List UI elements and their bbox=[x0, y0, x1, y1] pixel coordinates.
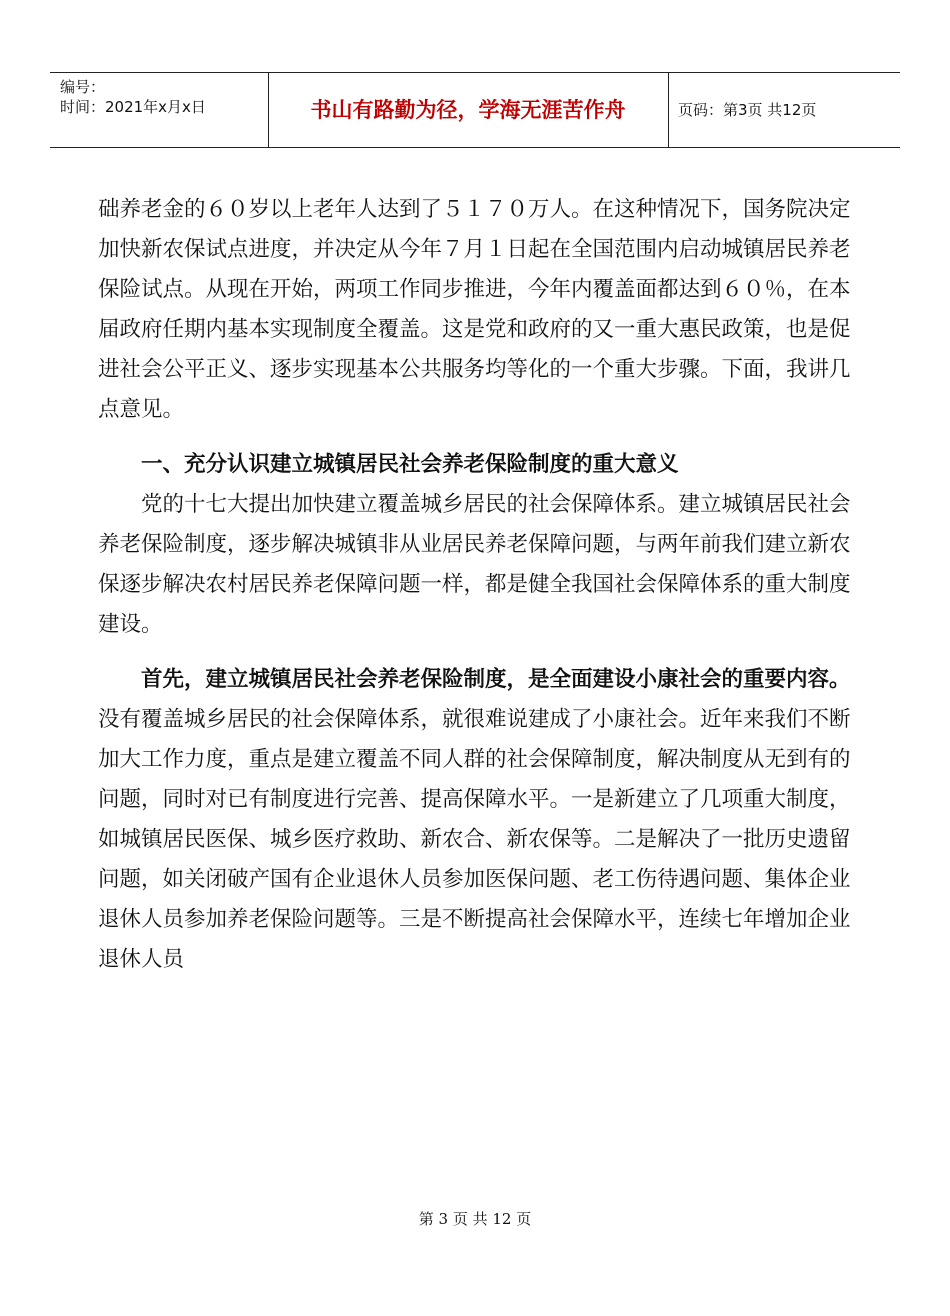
page-footer: 第 3 页 共 12 页 bbox=[418, 1210, 532, 1228]
header-divider-left bbox=[268, 73, 269, 147]
paragraph-3 bbox=[98, 660, 858, 980]
paragraph-3-lead: 首先，建立城镇居民社会养老保险制度，是全面建设小康社会的重要内容。 bbox=[141, 667, 851, 692]
header-divider-right bbox=[668, 73, 669, 147]
page-header bbox=[50, 72, 900, 148]
document-time-label: 时间：2021年x月x日 bbox=[60, 98, 206, 116]
header-motto: 书山有路勤为径，学海无涯苦作舟 bbox=[310, 98, 626, 122]
section-heading-1: 一、充分认识建立城镇居民社会养老保险制度的重大意义 bbox=[141, 452, 679, 477]
header-meta bbox=[60, 77, 260, 117]
paragraph-1: 础养老金的６０岁以上老年人达到了５１７０万人。在这种情况下，国务院决定加快新农保试点进度，并决定从今年７月１日起在全国范围内启动城镇居民养老保险试点。从现在开始，两项工作同步推进，今年内覆盖面都达到６０％，在本届政府任期内基本实现制度全覆盖。这是党和政府的又一重大惠民政策，也是促进社会公平正义、逐步实现基本公共服务均等化的一个重大步骤。下面，我讲几点意见。 bbox=[98, 197, 851, 422]
document-number-label: 编号： bbox=[60, 78, 106, 96]
paragraph-3-text: 没有覆盖城乡居民的社会保障体系，就很难说建成了小康社会。近年来我们不断加大工作力度，重点是建立覆盖不同人群的社会保障制度，解决制度从无到有的问题，同时对已有制度进行完善、提高保障水平。一是新建立了几项重大制度，如城镇居民医保、城乡医疗救助、新农合、新农保等。二是解决了一批历史遗留问题，如关闭破产国有企业退休人员参加医保问题、老工伤待遇问题、集体企业退休人员参加养老保险问题等。三是不断提高社会保障水平，连续七年增加企业退休人员 bbox=[98, 707, 851, 972]
document-body bbox=[98, 190, 858, 980]
header-page-info: 页码：第3页 共12页 bbox=[678, 101, 817, 119]
paragraph-2: 党的十七大提出加快建立覆盖城乡居民的社会保障体系。建立城镇居民社会养老保险制度，逐步解决城镇非从业居民养老保障问题，与两年前我们建立新农保逐步解决农村居民养老保障问题一样，都是健全我国社会保障体系的重大制度建设。 bbox=[98, 492, 851, 637]
